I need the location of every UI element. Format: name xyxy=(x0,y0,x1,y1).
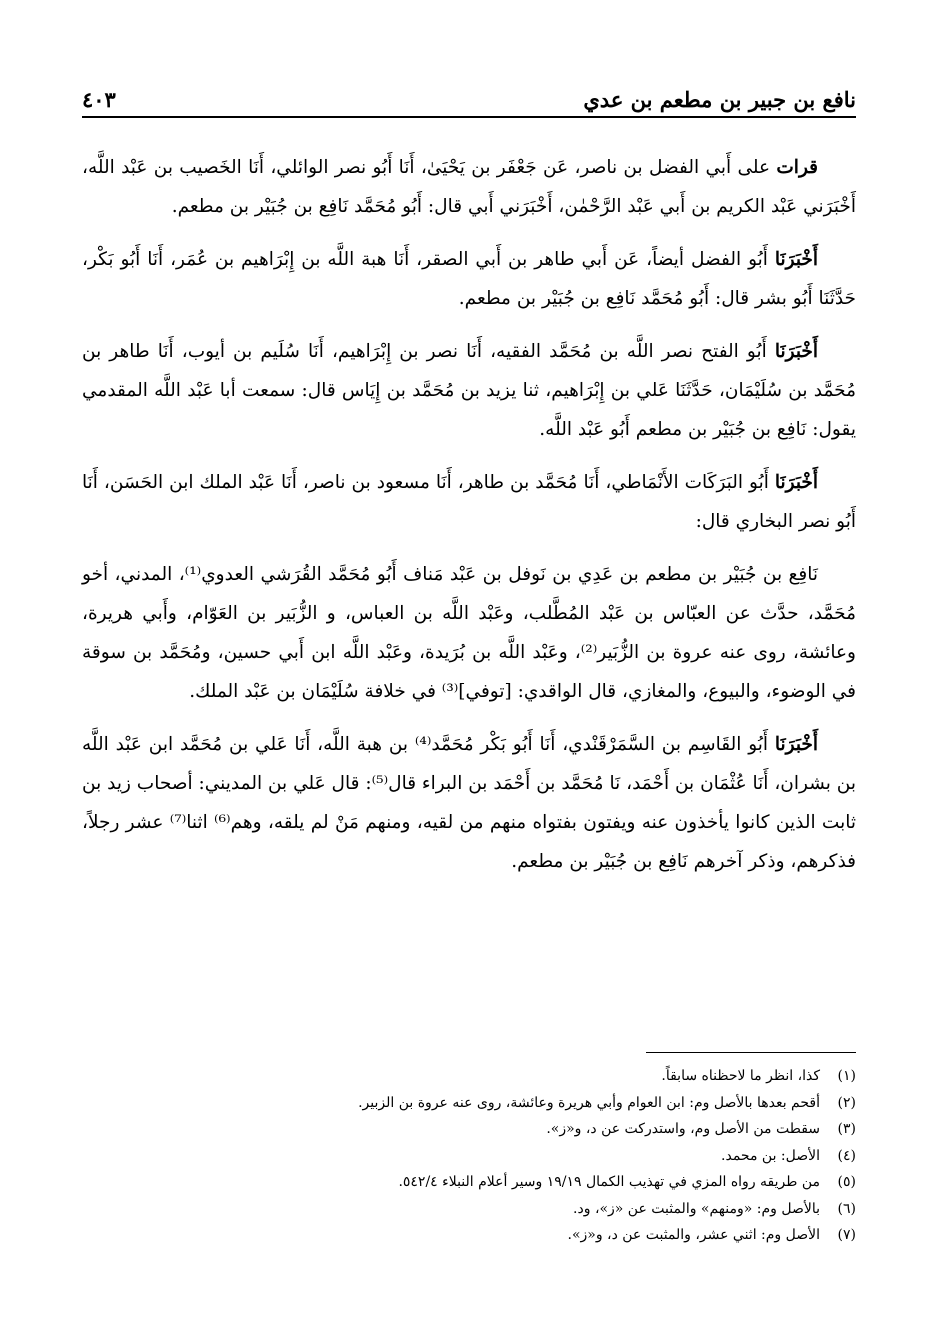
paragraph-lead: أَخْبَرَنَا xyxy=(774,734,819,755)
footnote-number: (٦) xyxy=(837,1200,856,1217)
footnote xyxy=(82,1196,856,1223)
running-title: نافع بن جبير بن مطعم بن عدي xyxy=(583,87,856,112)
footnote xyxy=(82,1116,856,1143)
footnote xyxy=(82,1143,856,1170)
footnote-number: (٣) xyxy=(837,1121,856,1137)
footnotes xyxy=(82,1052,856,1249)
paragraph-lead: أَخْبَرَنَا xyxy=(774,341,818,362)
footnote xyxy=(82,1090,856,1117)
page-number: ٤٠٣ xyxy=(82,87,116,112)
footnote-text: بالأصل وم: «ومنهم» والمثبت عن «ز»، ود. xyxy=(573,1200,820,1217)
footnote-divider xyxy=(646,1052,856,1053)
footnote xyxy=(82,1063,856,1090)
paragraph-text: أَبُو البَرَكَات الأَنْمَاطي، أَنَا مُحَمَّد بن طاهر، أَنَا مسعود بن ناصر، أَنَا عَبْد الملك ابن الحَسَن، أَنَا أَبُو نصر البخاري قال: xyxy=(82,472,856,532)
footnote-number: (١) xyxy=(837,1068,856,1084)
footnote-text: الأصل وم: اثني عشر، والمثبت عن د، و«ز». xyxy=(567,1227,820,1243)
paragraph-text: أَبُو الفتح نصر اللَّه بن مُحَمَّد الفقيه، أَنَا نصر بن إِبْرَاهيم، أَنَا سُلَيم بن أيوب، أَنَا طاهر بن مُحَمَّد بن سُلَيْمَان، حَدَّثَنَا عَلي بن إِبْرَاهيم، ثنا يزيد بن مُحَمَّد بن إِيَاس قال: سمعت أبا عَبْد اللَّه المقدمي يقول: نَافِع بن جُبَيْر بن مطعم أَبُو عَبْد اللَّه. xyxy=(82,341,856,440)
paragraph-lead: أَخْبَرَنَا xyxy=(774,472,818,493)
paragraph-lead: قرات xyxy=(776,157,818,178)
paragraph xyxy=(82,332,856,449)
paragraph xyxy=(82,148,856,226)
footnote-number: (٤) xyxy=(837,1147,856,1164)
paragraph xyxy=(82,240,856,318)
paragraph-text: على أَبي الفضل بن ناصر، عَن جَعْفَر بن يَحْيَىٰ، أَنَا أَبُو نصر الوائلي، أَنَا الخَصيب بن عَبْد اللَّه، أَخْبَرَني عَبْد الكريم بن أَبي عَبْد الرَّحْمٰن، أَخْبَرَني أَبي قال: أَبُو مُحَمَّد نَافِع بن جُبَيْر بن مطعم. xyxy=(82,157,856,217)
footnote-text: من طريقه رواه المزي في تهذيب الكمال ١٩/١٩ وسير أعلام النبلاء ٥٤٢/٤. xyxy=(398,1174,820,1190)
main-text xyxy=(82,148,856,895)
footnote-number: (٢) xyxy=(837,1094,856,1111)
footnote-number: (٧) xyxy=(837,1227,856,1243)
paragraph-lead: أَخْبَرَنَا xyxy=(774,249,818,270)
footnote-number: (٥) xyxy=(837,1174,856,1190)
page-header xyxy=(82,78,856,118)
paragraph xyxy=(82,555,856,711)
footnote xyxy=(82,1169,856,1196)
footnote-text: كذا، انظر ما لاحظناه سابقاً. xyxy=(661,1068,820,1084)
footnote-text: أقحم بعدها بالأصل وم: ابن العوام وأبي هريرة وعائشة، روى عنه عروة بن الزبير. xyxy=(358,1094,820,1111)
paragraph-text: أَبُو الفضل أيضاً، عَن أَبي طاهر بن أَبي الصقر، أَنَا هبة اللَّه بن إِبْرَاهيم بن عُمَر، أَنَا أَبُو بَكْر، حَدَّثَنَا أَبُو بشر قال: أَبُو مُحَمَّد نَافِع بن جُبَيْر بن مطعم. xyxy=(82,249,856,309)
paragraph xyxy=(82,463,856,541)
paragraph xyxy=(82,725,856,881)
paragraph-text: أَبُو القَاسِم بن السَّمَرْقَنْدي، أَنَا أَبُو بَكْر مُحَمَّد⁽⁴⁾ بن هبة اللَّه، أَنَا عَلي بن مُحَمَّد ابن عَبْد اللَّه بن بشران، أَنَا عُثْمَان بن أَحْمَد، نَا مُحَمَّد بن أَحْمَد بن البراء قال⁽⁵⁾: قال عَلي بن المديني: أصحاب زيد بن ثابت الذين كانوا يأخذون عنه ويفتون بفتواه منهم من لقيه، ومنهم مَنْ لم يلقه، وهم⁽⁶⁾ اثنا⁽⁷⁾ عشر رجلاً، فذكرهم، وذكر آخرهم نَافِع بن جُبَيْر بن مطعم. xyxy=(82,734,857,872)
paragraph-text: نَافِع بن جُبَيْر بن مطعم بن عَدِي بن نَوفل بن عَبْد مَناف أَبُو مُحَمَّد القُرَشي العدوي⁽¹⁾، المدني، أخو مُحَمَّد، حدَّث عن العبّاس بن عَبْد المُطَّلب، وعَبْد اللَّه بن العباس، و الزُّبَير بن العَوّام، وأَبي هريرة، وعائشة، روى عنه عروة بن الزُّبَير⁽²⁾، وعَبْد اللَّه بن بُرَيدة، وعَبْد اللَّه ابن أَبي حسين، ومُحَمَّد بن سوقة في الوضوء، والبيوع، والمغازي، قال الواقدي: [توفي]⁽³⁾ في خلافة سُلَيْمَان بن عَبْد الملك. xyxy=(82,564,856,702)
footnote-text: الأصل: بن محمد. xyxy=(721,1147,820,1164)
footnote-text: سقطت من الأصل وم، واستدركت عن د، و«ز». xyxy=(546,1121,820,1137)
footnote xyxy=(82,1222,856,1249)
